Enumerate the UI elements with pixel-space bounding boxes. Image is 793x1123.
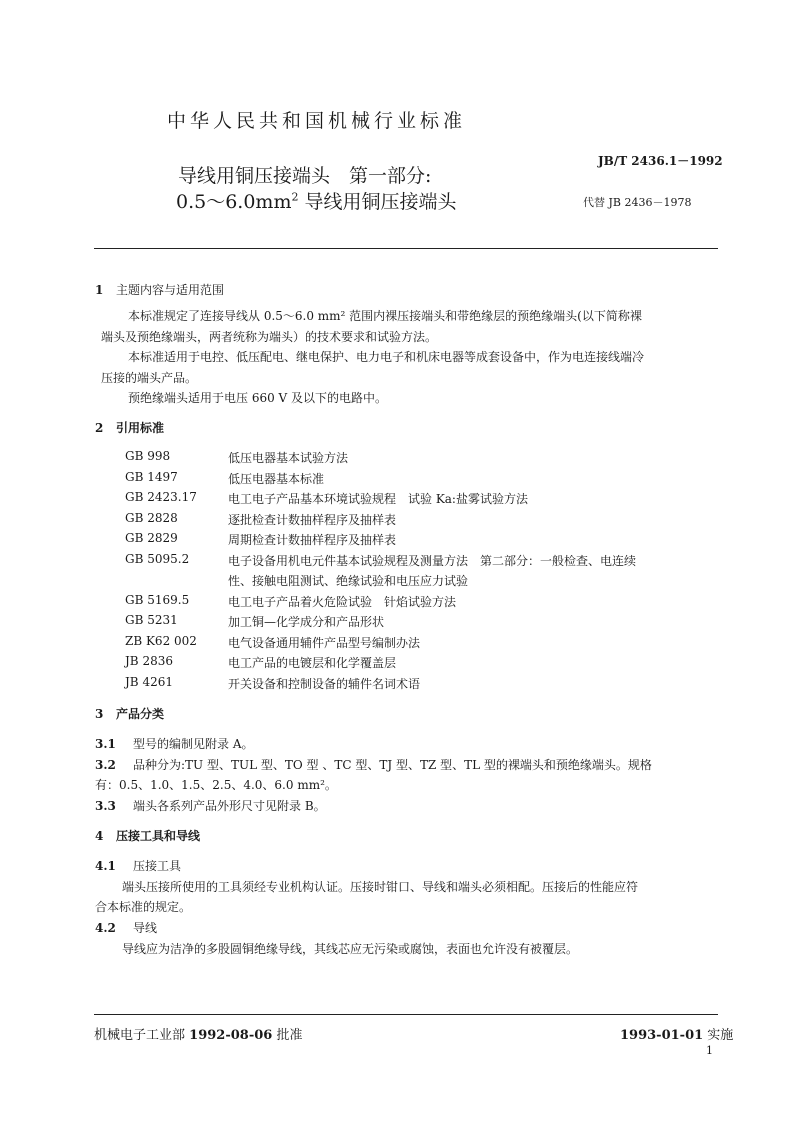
section-4-number: 4	[95, 829, 104, 843]
clause-number: 4.1	[95, 859, 116, 873]
clause-text: 端头各系列产品外形尺寸见附录 B。	[133, 799, 326, 813]
clause-title: 导线	[133, 921, 158, 935]
section-1-para-1a: 本标准规定了连接导线从 0.5～6.0 mm² 范围内裸压接端头和带绝缘层的预绝缘端头(以下简称裸	[128, 309, 642, 323]
ref-title: 加工铜—化学成分和产品形状	[228, 615, 385, 629]
ref-code: GB 998	[125, 449, 171, 463]
section-3-number: 3	[95, 707, 104, 721]
clause-4-2-text: 导线应为洁净的多股圆铜绝缘导线，其线芯应无污染或腐蚀，表面也允许没有被覆层。	[122, 942, 579, 956]
clause-number: 3.2	[95, 758, 116, 772]
section-3-heading	[95, 705, 164, 722]
ref-title: 性、接触电阻测试、绝缘试验和电压应力试验	[228, 574, 469, 588]
ref-code: ZB K62 002	[125, 634, 197, 648]
ref-title: 开关设备和控制设备的辅件名词术语	[228, 677, 421, 691]
ref-title: 电子设备用机电元件基本试验规程及测量方法 第二部分：一般检查、电连续	[228, 554, 637, 568]
section-4-title: 压接工具和导线	[116, 829, 201, 843]
clause-4-1-text-b: 合本标准的规定。	[95, 900, 192, 914]
title-line-2	[176, 187, 457, 214]
section-3-title: 产品分类	[116, 707, 165, 721]
section-1-title: 主题内容与适用范围	[116, 283, 225, 297]
ref-code: GB 2828	[125, 511, 178, 525]
ref-title: 电工电子产品着火危险试验 针焰试验方法	[228, 595, 457, 609]
header-divider	[94, 248, 718, 249]
ref-code: JB 2836	[125, 654, 173, 668]
ref-title: 电工产品的电镀层和化学覆盖层	[228, 656, 397, 670]
section-1-para-3: 预绝缘端头适用于电压 660 V 及以下的电路中。	[128, 391, 388, 405]
section-1-para-2b: 压接的端头产品。	[101, 371, 198, 385]
clause-number: 4.2	[95, 921, 116, 935]
clause-text: 型号的编制见附录 A。	[133, 737, 254, 751]
ref-code: GB 5231	[125, 613, 178, 627]
section-2-number: 2	[95, 421, 104, 435]
ref-code: GB 1497	[125, 470, 178, 484]
impl-date: 1993-01-01	[620, 1028, 704, 1043]
clause-3-2-cont: 有：0.5、1.0、1.5、2.5、4.0、6.0 mm²。	[95, 778, 337, 792]
ref-title: 低压电器基本试验方法	[228, 451, 349, 465]
implementation-info	[620, 1024, 733, 1043]
clause-3-1	[95, 735, 253, 752]
section-2-heading	[95, 419, 164, 436]
clause-4-2-heading	[95, 919, 157, 936]
section-4-heading	[95, 827, 200, 844]
page-number: 1	[706, 1044, 713, 1057]
approve-label: 批准	[276, 1028, 303, 1043]
impl-label: 实施	[707, 1028, 734, 1043]
ref-title: 电气设备通用辅件产品型号编制办法	[228, 636, 421, 650]
standard-number: JB/T 2436.1－1992	[598, 154, 723, 168]
ref-code: GB 5095.2	[125, 552, 190, 566]
section-1-para-2a: 本标准适用于电控、低压配电、继电保护、电力电子和机床电器等成套设备中，作为电连接线端冷	[128, 350, 645, 364]
issuing-organization: 中华人民共和国机械行业标准	[167, 110, 467, 132]
title-line-2-post: 导线用铜压接端头	[298, 191, 457, 213]
section-1-number: 1	[95, 283, 104, 297]
section-1-heading	[95, 281, 224, 298]
ref-title: 电工电子产品基本环境试验规程 试验 Ka:盐雾试验方法	[228, 492, 528, 506]
ref-title: 逐批检查计数抽样程序及抽样表	[228, 513, 397, 527]
clause-3-3	[95, 797, 326, 814]
approver: 机械电子工业部	[94, 1028, 186, 1043]
clause-text: 品种分为:TU 型、TUL 型、TO 型 、TC 型、TJ 型、TZ 型、TL 型的裸端头和预绝缘端头。规格	[133, 758, 652, 772]
clause-title: 压接工具	[133, 859, 182, 873]
title-line-2-sup: 2	[291, 190, 299, 204]
footer-divider	[94, 1014, 718, 1015]
clause-number: 3.3	[95, 799, 116, 813]
approve-date: 1992-08-06	[189, 1028, 273, 1043]
clause-3-2	[95, 756, 652, 773]
ref-title: 周期检查计数抽样程序及抽样表	[228, 533, 397, 547]
clause-4-1-text-a: 端头压接所使用的工具须经专业机构认证。压接时钳口、导线和端头必须相配。压接后的性能应符	[122, 880, 639, 894]
title-line-1: 导线用铜压接端头 第一部分:	[178, 165, 432, 187]
ref-code: GB 2829	[125, 531, 178, 545]
ref-title: 低压电器基本标准	[228, 472, 325, 486]
approval-info	[94, 1024, 302, 1043]
section-2-title: 引用标准	[116, 421, 165, 435]
clause-number: 3.1	[95, 737, 116, 751]
ref-code: JB 4261	[125, 675, 173, 689]
ref-code: GB 5169.5	[125, 593, 190, 607]
section-1-para-1b: 端头及预绝缘端头，两者统称为端头）的技术要求和试验方法。	[101, 330, 438, 344]
replaces-standard: 代替 JB 2436－1978	[583, 196, 692, 209]
title-line-2-pre: 0.5～6.0mm	[176, 191, 292, 213]
ref-code: GB 2423.17	[125, 490, 197, 504]
clause-4-1-heading	[95, 857, 181, 874]
